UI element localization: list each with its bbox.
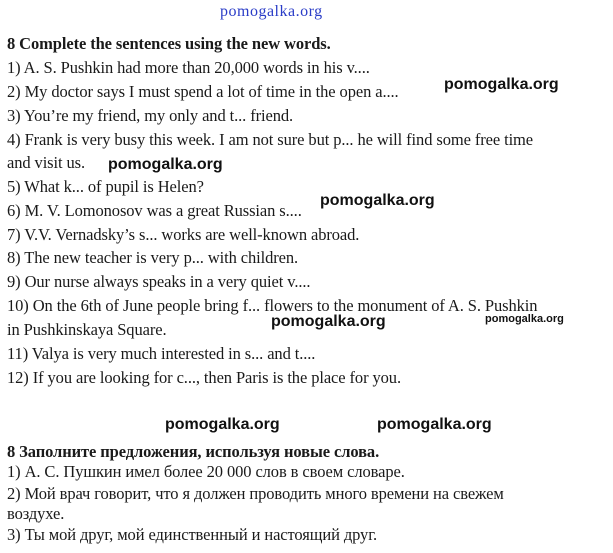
sentence-line: 2) Мой врач говорит, что я должен проводить много времени на свежем [7,484,504,503]
sentence-line: 3) You’re my friend, my only and t... friend. [7,106,294,125]
watermark-text: pomogalka.org [377,416,492,433]
sentence-line: in Pushkinskaya Square. [7,320,167,339]
exercise-heading-english: 8 Complete the sentences using the new words. [7,34,331,53]
sentence-line: 7) V.V. Vernadsky’s s... works are well-known abroad. [7,225,360,244]
watermark-text: pomogalka.org [165,416,280,433]
sentence-line: and visit us. [7,153,85,172]
sentence-line: воздухе. [7,504,65,523]
sentence-line: 9) Our nurse always speaks in a very quiet v.... [7,272,311,291]
sentence-line: 1) А. С. Пушкин имел более 20 000 слов в своем словаре. [7,462,405,481]
watermark-text: pomogalka.org [108,156,223,173]
watermark-text: pomogalka.org [444,76,559,93]
sentence-line: 10) On the 6th of June people bring f... flowers to the monument of A. S. Pushkin [7,296,538,315]
watermark-text: pomogalka.org [271,313,386,330]
watermark-text: pomogalka.org [485,313,564,325]
sentence-line: 5) What k... of pupil is Helen? [7,177,204,196]
sentence-line: 4) Frank is very busy this week. I am not sure but p... he will find some free time [7,130,534,149]
sentence-line: 3) Ты мой друг, мой единственный и настоящий друг. [7,525,378,544]
sentence-line: 1) A. S. Pushkin had more than 20,000 words in his v.... [7,58,370,77]
watermark-top: pomogalka.org [220,3,323,20]
exercise-heading-russian: 8 Заполните предложения, используя новые слова. [7,442,380,461]
sentence-line: 11) Valya is very much interested in s... and t.... [7,344,316,363]
sentence-line: 6) M. V. Lomonosov was a great Russian s.... [7,201,302,220]
sentence-line: 8) The new teacher is very p... with children. [7,248,299,267]
sentence-line: 2) My doctor says I must spend a lot of time in the open a.... [7,82,399,101]
watermark-text: pomogalka.org [320,192,435,209]
sentence-line: 12) If you are looking for c..., then Paris is the place for you. [7,368,401,387]
